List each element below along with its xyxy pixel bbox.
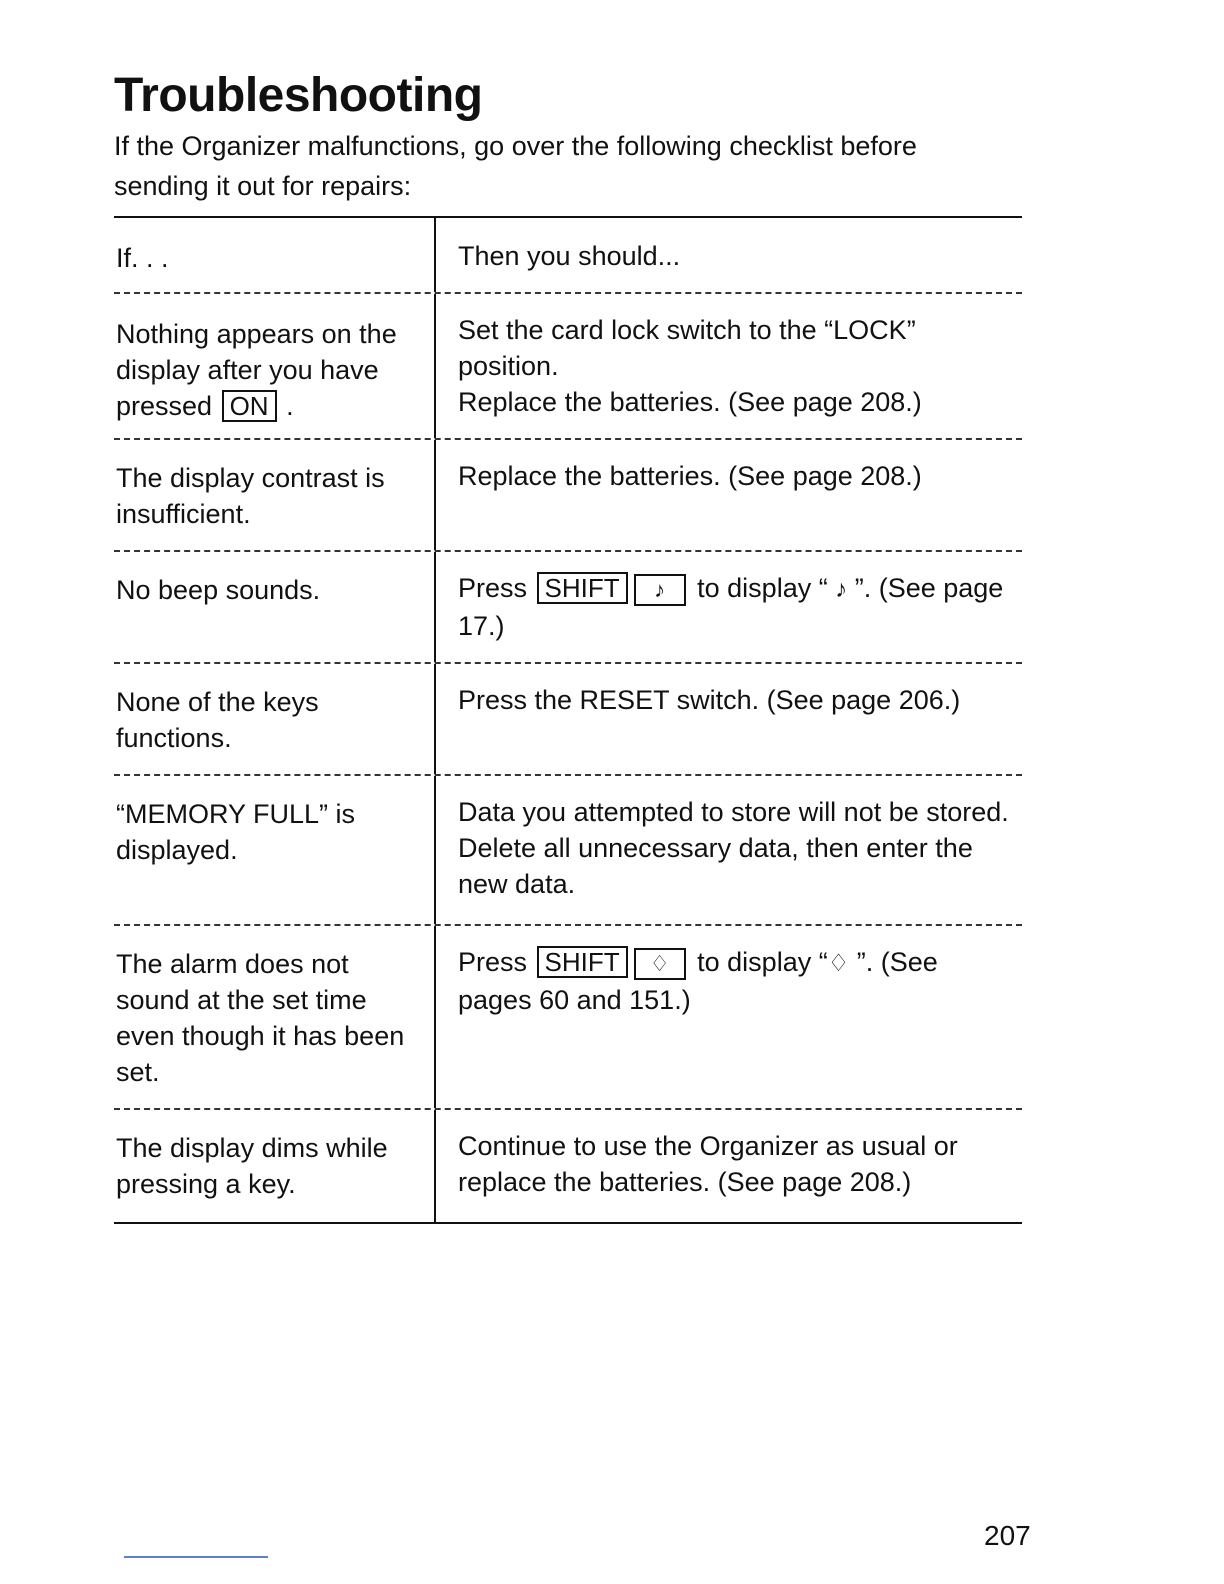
table-row [114,440,1022,552]
remedy-cell [436,294,1022,438]
remedy-line: Replace the batteries. (See page 208.) [458,387,922,417]
page-number: 207 [984,1520,1031,1551]
shift-key-icon: SHIFT [537,946,628,978]
header-then-label: Then you should... [458,241,681,271]
remedy-text: Replace the batteries. (See page 208.) [458,461,922,491]
troubleshooting-table [114,216,1022,1224]
remedy-cell [436,664,1022,774]
on-key-icon: ON [222,390,277,422]
condition-cell [114,440,436,550]
table-row [114,1110,1022,1222]
condition-text: No beep sounds. [116,575,321,605]
condition-text: “MEMORY FULL” is displayed. [116,799,356,865]
remedy-cell [436,440,1022,550]
remedy-text-post: ”. (See pages 60 and 151.) [458,947,938,1015]
condition-cell [114,664,436,774]
remedy-text-mid: to display “ [689,573,836,603]
condition-text: The alarm does not sound at the set time even though it has been set. [116,949,405,1087]
header-then [436,218,1022,292]
remedy-text: Press the RESET switch. (See page 206.) [458,685,961,715]
remedy-line: Set the card lock switch to the “LOCK” position. [458,315,916,381]
remedy-cell [436,552,1022,662]
remedy-cell [436,776,1022,924]
table-row [114,664,1022,776]
alarm-key-icon: ♢ [634,948,686,980]
remedy-text: Data you attempted to store will not be stored. Delete all unnecessary data, then enter the new data. [458,797,1009,899]
condition-text: The display dims while pressing a key. [116,1133,388,1199]
remedy-text-mid: to display “ [689,947,828,977]
table-row [114,552,1022,664]
alarm-symbol-icon: ♢ [827,950,850,977]
condition-text: Nothing appears on the display after you have pressed [116,319,397,421]
page-title: Troubleshooting [114,69,483,122]
condition-cell [114,1110,436,1222]
condition-suffix: . [278,391,294,421]
remedy-text-pre: Press [458,947,535,977]
header-if [114,218,436,292]
condition-cell [114,552,436,662]
header-if-label: If. . . [116,243,169,273]
remedy-cell [436,926,1022,1108]
table-row [114,926,1022,1110]
condition-cell [114,776,436,924]
footer-rule [124,1556,268,1558]
remedy-text-post: ”. (See page 17.) [458,573,1004,641]
table-row [114,776,1022,926]
condition-cell [114,294,436,438]
remedy-text-pre: Press [458,573,535,603]
remedy-text: Continue to use the Organizer as usual or replace the batteries. (See page 208.) [458,1131,958,1197]
remedy-cell [436,1110,1022,1222]
condition-text: None of the keys functions. [116,687,319,753]
shift-key-icon: SHIFT [537,572,628,604]
condition-text: The display contrast is insufficient. [116,463,385,529]
table-row [114,294,1022,440]
intro-text: If the Organizer malfunctions, go over the following checklist before sending it out for repairs: [114,131,917,201]
beep-key-icon: ♪ [634,574,686,606]
condition-cell [114,926,436,1108]
beep-symbol-icon: ♪ [835,576,848,603]
table-header-row [114,218,1022,294]
